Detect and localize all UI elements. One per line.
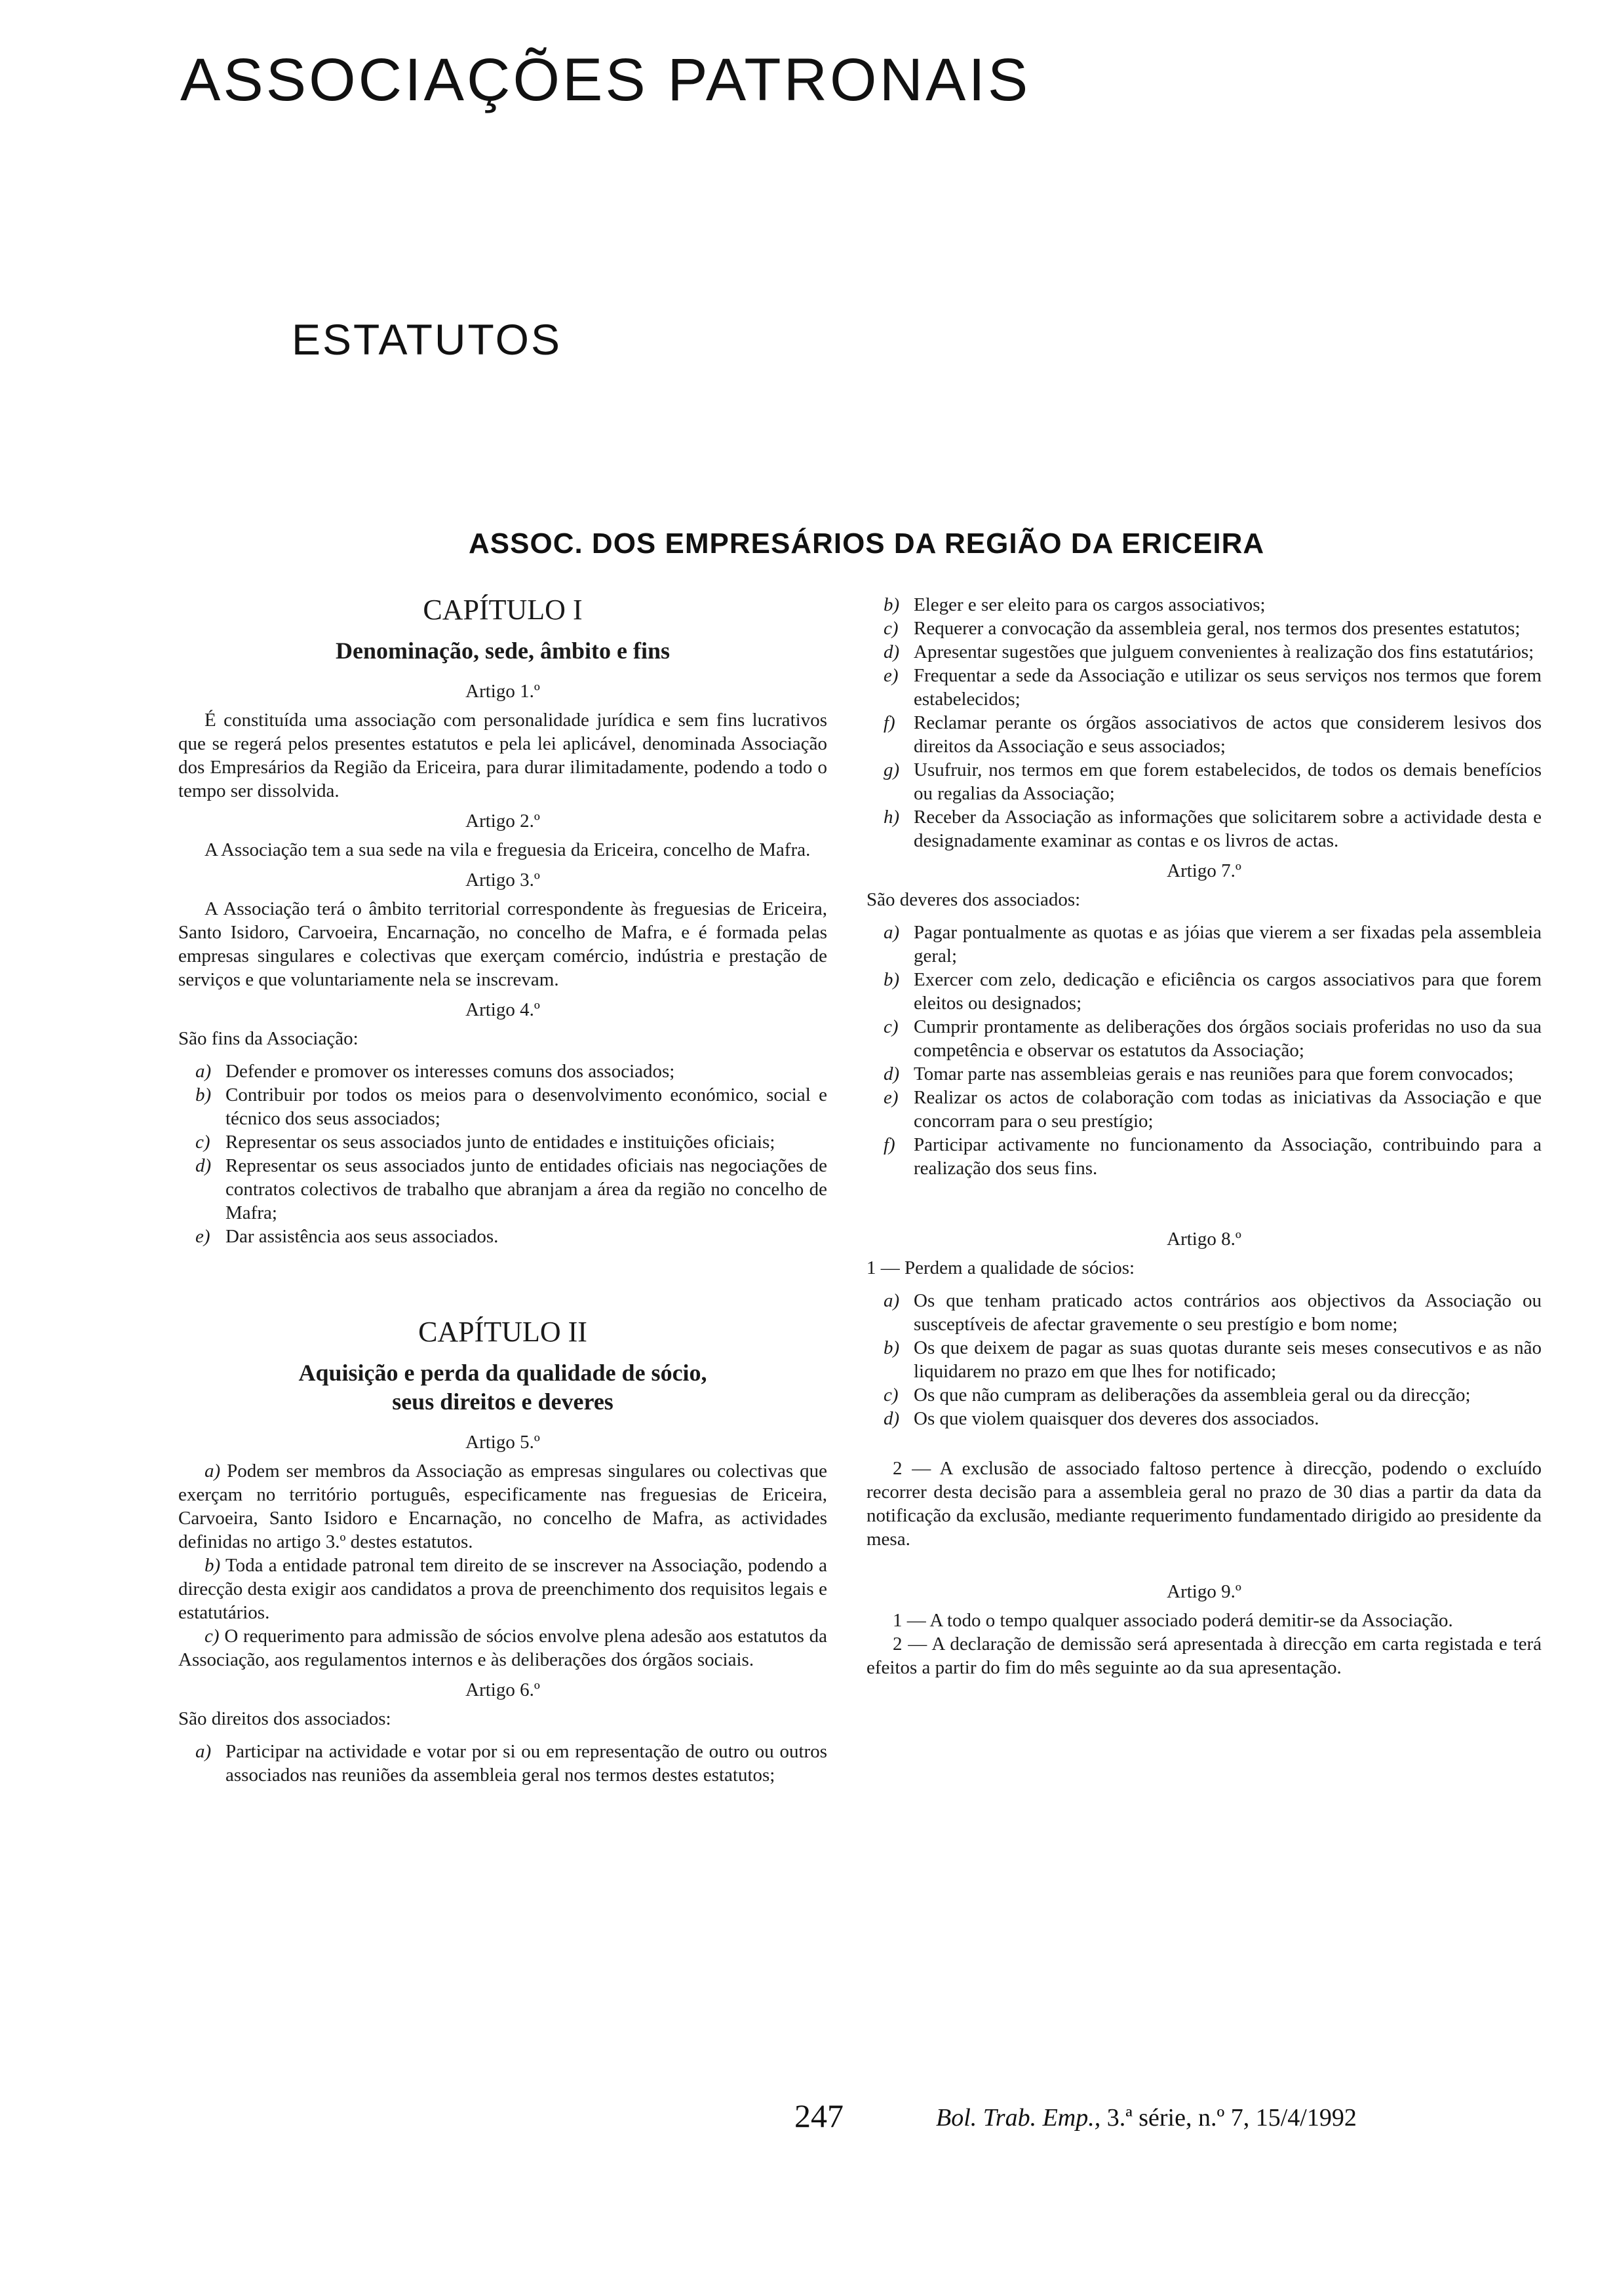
article-8-list (866, 1289, 1542, 1430)
item-marker: b) (884, 594, 900, 615)
item-text: Dar assistência aos seus associados. (225, 1226, 499, 1247)
association-name: ASSOC. DOS EMPRESÁRIOS DA REGIÃO DA ERICEIRA (469, 527, 1265, 560)
list-item (866, 1062, 1542, 1086)
item-text: Representar os seus associados junto de entidades e instituições oficiais; (225, 1132, 775, 1153)
page-number: 247 (794, 2097, 844, 2134)
list-item (866, 640, 1542, 664)
article-5-para-c (178, 1624, 827, 1672)
item-text: Os que não cumpram as deliberações da assembleia geral ou da direcção; (914, 1385, 1471, 1406)
article-4-intro: São fins da Associação: (178, 1028, 359, 1049)
item-text: Defender e promover os interesses comuns dos associados; (225, 1061, 675, 1082)
chapter-2-subtitle-line-2: seus direitos e deveres (392, 1388, 613, 1415)
article-8-para-2: 2 — A exclusão de associado faltoso pertence à direcção, podendo o excluído recorrer desta decisão para a assembleia geral no prazo de 30 dias a partir da data da notificação da exclusão, mediante requerimento fundamentado dirigido ao presidente da mesa. (866, 1458, 1542, 1550)
item-marker: h) (884, 807, 900, 828)
item-text: Eleger e ser eleito para os cargos associativos; (914, 594, 1266, 615)
item-text: Contribuir por todos os meios para o desenvolvimento económico, social e técnico dos seus associados; (225, 1084, 827, 1129)
article-9-para-1: 1 — A todo o tempo qualquer associado poderá demitir-se da Associação. (893, 1610, 1453, 1631)
list-item (178, 1740, 827, 1787)
item-text: Podem ser membros da Associação as empresas singulares ou colectivas que exerçam no território português, especificamente nas freguesias de Ericeira, Carvoeira, Santo Isidoro e Encarnação, no concelho de Mafra, as actividades definidas no artigo 3.º destes estatutos. (178, 1461, 828, 1552)
item-marker: f) (884, 1134, 895, 1155)
item-marker: c) (195, 1132, 210, 1153)
article-3-text: A Associação terá o âmbito territorial correspondente às freguesias de Ericeira, Santo Isidoro, Carvoeira, Encarnação, no concelho de Mafra, e é formada pelas empresas singulares e colectivas que exerçam comércio, indústria e prestação de serviços e que voluntariamente nela se inscrevam. (178, 898, 827, 990)
list-item (866, 805, 1542, 852)
item-marker: a) (195, 1061, 212, 1082)
item-marker: c) (884, 1016, 899, 1037)
article-1-text: É constituída uma associação com personalidade jurídica e sem fins lucrativos que se regerá pelos presentes estatutos e pela lei aplicável, denominada Associação dos Empresários da Região da Ericeira, para durar ilimitadamente, podendo a todo o tempo ser dissolvida. (178, 710, 827, 801)
list-item (178, 1154, 827, 1225)
list-item (866, 1407, 1542, 1430)
list-item (866, 758, 1542, 805)
right-column (866, 593, 1542, 1679)
list-item (866, 921, 1542, 968)
article-7-intro: São deveres dos associados: (866, 889, 1081, 910)
article-8-intro: 1 — Perdem a qualidade de sócios: (866, 1257, 1135, 1278)
list-item (866, 664, 1542, 711)
article-6-intro: São direitos dos associados: (178, 1708, 391, 1729)
journal-reference (936, 2103, 1357, 2132)
item-marker: a) (884, 1290, 900, 1311)
item-text: Toda a entidade patronal tem direito de se inscrever na Associação, podendo a direcção desta exigir aos candidatos a prova de preenchimento dos requisitos legais e estatutários. (178, 1555, 827, 1623)
item-text: Receber da Associação as informações que solicitarem sobre a actividade desta e designadamente examinar as contas e os livros de actas. (914, 807, 1542, 851)
journal-name: Bol. Trab. Emp., (936, 2104, 1101, 2132)
chapter-1-title: CAPÍTULO I (423, 594, 583, 626)
item-text: Realizar os actos de colaboração com todas as iniciativas da Associação e que concorram para o seu prestígio; (914, 1087, 1542, 1132)
journal-issue: 3.ª série, n.º 7, 15/4/1992 (1106, 2104, 1357, 2132)
article-1-heading: Artigo 1.º (465, 681, 540, 702)
article-4-heading: Artigo 4.º (465, 999, 540, 1020)
item-text: Requerer a convocação da assembleia geral, nos termos dos presentes estatutos; (914, 618, 1521, 639)
list-item (866, 1133, 1542, 1180)
article-7-list (866, 921, 1542, 1180)
item-text: Participar activamente no funcionamento da Associação, contribuindo para a realização dos seus fins. (914, 1134, 1542, 1179)
list-item (866, 1086, 1542, 1133)
document-subtitle: ESTATUTOS (292, 315, 562, 364)
item-marker: b) (884, 969, 900, 990)
article-5-heading: Artigo 5.º (465, 1432, 540, 1453)
item-text: Exercer com zelo, dedicação e eficiência os cargos associativos para que forem eleitos ou designados; (914, 969, 1542, 1014)
article-8-heading: Artigo 8.º (1167, 1229, 1241, 1250)
item-marker: e) (884, 1087, 899, 1108)
item-text: Os que deixem de pagar as suas quotas durante seis meses consecutivos e as não liquidarem no prazo em que lhes for notificado; (914, 1337, 1542, 1382)
list-item (866, 711, 1542, 758)
list-item (866, 1383, 1542, 1407)
article-3-heading: Artigo 3.º (465, 870, 540, 890)
chapter-2-subtitle-line-1: Aquisição e perda da qualidade de sócio, (298, 1360, 707, 1386)
list-item (866, 1336, 1542, 1383)
article-6-list-left (178, 1740, 827, 1787)
list-item (178, 1130, 827, 1154)
item-marker: d) (195, 1155, 212, 1176)
item-text: Pagar pontualmente as quotas e as jóias que vierem a ser fixadas pela assembleia geral; (914, 922, 1542, 966)
list-item (178, 1060, 827, 1083)
item-marker: e) (195, 1226, 210, 1247)
item-text: Tomar parte nas assembleias gerais e nas reuniões para que forem convocados; (914, 1063, 1514, 1084)
item-text: O requerimento para admissão de sócios envolve plena adesão aos estatutos da Associação, aos regulamentos internos e às deliberações dos órgãos sociais. (178, 1626, 828, 1670)
item-text: Apresentar sugestões que julguem convenientes à realização dos fins estatutários; (914, 641, 1534, 662)
item-text: Frequentar a sede da Associação e utilizar os seus serviços nos termos que forem estabelecidos; (914, 665, 1542, 710)
item-text: Os que tenham praticado actos contrários aos objectivos da Associação ou susceptíveis de afectar gravemente o seu prestígio e bom nome; (914, 1290, 1542, 1335)
article-7-heading: Artigo 7.º (1167, 860, 1241, 881)
item-marker: b) (884, 1337, 900, 1358)
item-text: Participar na actividade e votar por si ou em representação de outro ou outros associados nas reuniões da assembleia geral nos termos destes estatutos; (225, 1741, 827, 1786)
left-column (178, 593, 827, 1791)
item-text: Usufruir, nos termos em que forem estabelecidos, de todos os demais benefícios ou regalias da Associação; (914, 759, 1542, 804)
article-9-para-2: 2 — A declaração de demissão será apresentada à direcção em carta registada e terá efeitos a partir do fim do mês seguinte ao da sua apresentação. (866, 1634, 1542, 1678)
item-text: Cumprir prontamente as deliberações dos órgãos sociais proferidas no uso da sua competência e observar os estatutos da Associação; (914, 1016, 1542, 1061)
item-text: Reclamar perante os órgãos associativos de actos que considerem lesivos dos direitos da Associação e seus associados; (914, 712, 1542, 757)
article-5-para-b (178, 1554, 827, 1624)
item-marker: a) (884, 922, 900, 943)
item-marker: e) (884, 665, 899, 686)
article-6-heading: Artigo 6.º (465, 1679, 540, 1700)
item-text: Representar os seus associados junto de entidades oficiais nas negociações de contratos colectivos de trabalho que abranjam a área da região no concelho de Mafra; (225, 1155, 827, 1223)
list-item (866, 593, 1542, 617)
article-4-list (178, 1060, 827, 1248)
item-marker: d) (884, 1408, 900, 1429)
item-marker: c) (204, 1626, 220, 1647)
article-9-heading: Artigo 9.º (1167, 1581, 1241, 1602)
item-marker: d) (884, 641, 900, 662)
item-marker: a) (204, 1461, 221, 1482)
item-marker: f) (884, 712, 895, 733)
main-title: ASSOCIAÇÕES PATRONAIS (180, 47, 1031, 113)
list-item (178, 1225, 827, 1248)
item-marker: b) (204, 1555, 221, 1576)
item-marker: c) (884, 618, 899, 639)
item-marker: g) (884, 759, 900, 780)
chapter-2-title: CAPÍTULO II (418, 1316, 587, 1348)
chapter-1-subtitle: Denominação, sede, âmbito e fins (336, 638, 670, 664)
item-marker: c) (884, 1385, 899, 1406)
article-5-para-a (178, 1459, 827, 1554)
item-marker: b) (195, 1084, 212, 1105)
list-item (866, 617, 1542, 640)
item-marker: d) (884, 1063, 900, 1084)
list-item (866, 1289, 1542, 1336)
item-marker: a) (195, 1741, 212, 1762)
article-2-text: A Associação tem a sua sede na vila e freguesia da Ericeira, concelho de Mafra. (204, 839, 811, 860)
list-item (178, 1083, 827, 1130)
article-2-heading: Artigo 2.º (465, 811, 540, 832)
item-text: Os que violem quaisquer dos deveres dos associados. (914, 1408, 1319, 1429)
list-item (866, 968, 1542, 1015)
list-item (866, 1015, 1542, 1062)
article-6-list-right (866, 593, 1542, 852)
